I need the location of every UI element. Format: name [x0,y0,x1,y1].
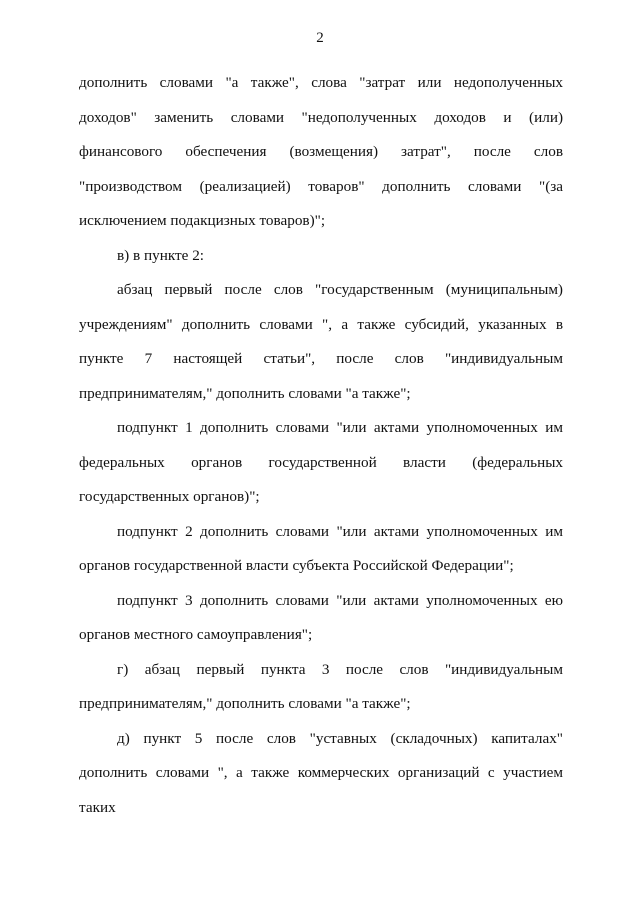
paragraph-item-g: г) абзац первый пункта 3 после слов "индивидуальным предпринимателям," дополнить словами "а также"; [79,660,563,712]
paragraph-subitem-2: подпункт 2 дополнить словами "или актами уполномоченных им органов государственной власти субъекта Российской Федерации"; [79,522,563,574]
paragraph-subitem-3: подпункт 3 дополнить словами "или актами уполномоченных ею органов местного самоуправления"; [79,591,563,643]
paragraph-item-v: в) в пункте 2: [117,246,205,264]
paragraph-subitem-1: подпункт 1 дополнить словами "или актами уполномоченных им федеральных органов государственной власти (федеральных государственных органов)"; [79,419,563,505]
document-body [79,66,563,825]
page-number: 2 [316,30,324,46]
paragraph-item-d: д) пункт 5 после слов "уставных (складочных) капиталах" дополнить словами ", а также коммерческих организаций с участием таких [79,729,563,816]
paragraph-continuation: дополнить словами "а также", слова "затрат или недополученных доходов" заменить словами "недополученных доходов и (или) финансового обеспечения (возмещения) затрат", после слов "производством (реализацией) товаров" дополнить словами "(за исключением подакцизных товаров)"; [79,74,563,229]
paragraph-first-abzac: абзац первый после слов "государственным (муниципальным) учреждениям" дополнить словами ", а также субсидий, указанных в пункте 7 настоящей статьи", после слов "индивидуальным предпринимателям," дополнить словами "а также"; [79,281,563,402]
